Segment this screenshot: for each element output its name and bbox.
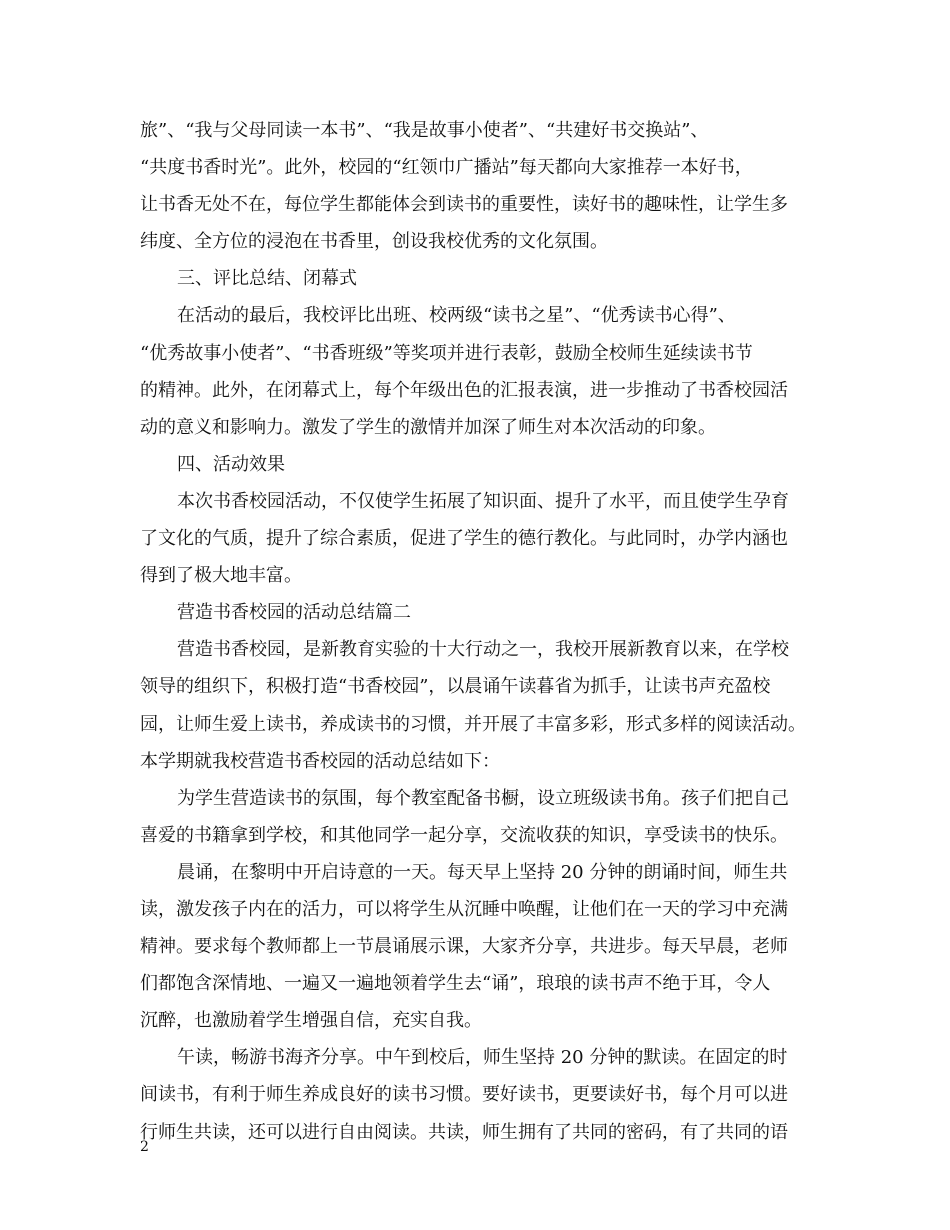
text-line: 的精神。此外，在闭幕式上，每个年级出色的汇报表演，进一步推动了书香校园活	[140, 379, 788, 401]
text-line: 了文化的气质，提升了综合素质，促进了学生的德行教化。与此同时，办学内涵也	[140, 528, 788, 550]
text-line: 得到了极大地丰富。	[140, 565, 302, 587]
text-line: 喜爱的书籍拿到学校，和其他同学一起分享，交流收获的知识，享受读书的快乐。	[140, 824, 788, 846]
text-line: 们都饱含深情地、一遍又一遍地领着学生去“诵”，琅琅的读书声不绝于耳，令人	[140, 973, 771, 995]
text-line: 本学期就我校营造书香校园的活动总结如下：	[140, 750, 500, 772]
text-line: 让书香无处不在，每位学生都能体会到读书的重要性，读好书的趣味性，让学生多	[140, 194, 788, 216]
document-body	[140, 112, 825, 1151]
page-number: 2	[140, 1139, 149, 1155]
text-line: 领导的组织下，积极打造“书香校园”，以晨诵午读暮省为抓手，让读书声充盈校	[140, 676, 771, 698]
text-line: 精神。要求每个教师都上一节晨诵展示课，大家齐分享，共进步。每天早晨，老师	[140, 936, 788, 958]
text-line: 在活动的最后，我校评比出班、校两级“读书之星”、“优秀读书心得”、	[177, 305, 736, 327]
text-line: “优秀故事小使者”、“书香班级”等奖项并进行表彰，鼓励全校师生延续读书节	[140, 342, 753, 364]
text-line: 营造书香校园的活动总结篇二	[177, 602, 411, 624]
text-line: 旅”、“我与父母同读一本书”、“我是故事小使者”、“共建好书交换站”、	[140, 120, 709, 141]
text-line: 四、活动效果	[177, 453, 285, 475]
text-line: 行师生共读，还可以进行自由阅读。共读，师生拥有了共同的密码，有了共同的语	[140, 1121, 788, 1143]
text-line: 晨诵，在黎明中开启诗意的一天。每天早上坚持 20 分钟的朗诵时间，师生共	[177, 861, 788, 883]
text-line: 园，让师生爱上读书，养成读书的习惯，并开展了丰富多彩，形式多样的阅读活动。	[140, 713, 806, 735]
text-line: 纬度、全方位的浸泡在书香里，创设我校优秀的文化氛围。	[140, 231, 608, 253]
text-line: 本次书香校园活动，不仅使学生拓展了知识面、提升了水平，而且使学生孕育	[177, 490, 789, 512]
text-line: 营造书香校园，是新教育实验的十大行动之一，我校开展新教育以来，在学校	[177, 639, 789, 661]
text-line: 三、评比总结、闭幕式	[177, 268, 357, 290]
text-line: “共度书香时光”。此外，校园的“红领巾广播站”每天都向大家推荐一本好书，	[140, 157, 753, 179]
text-line: 动的意义和影响力。激发了学生的激情并加深了师生对本次活动的印象。	[140, 416, 716, 438]
text-line: 读，激发孩子内在的活力，可以将学生从沉睡中唤醒，让他们在一天的学习中充满	[140, 898, 788, 920]
text-line: 沉醉，也激励着学生增强自信，充实自我。	[140, 1010, 482, 1032]
text-line: 为学生营造读书的氛围，每个教室配备书橱，设立班级读书角。孩子们把自己	[177, 787, 789, 809]
text-line: 间读书，有利于师生养成良好的读书习惯。要好读书，更要读好书，每个月可以进	[140, 1084, 788, 1106]
text-line: 午读，畅游书海齐分享。中午到校后，师生坚持 20 分钟的默读。在固定的时	[177, 1047, 788, 1069]
